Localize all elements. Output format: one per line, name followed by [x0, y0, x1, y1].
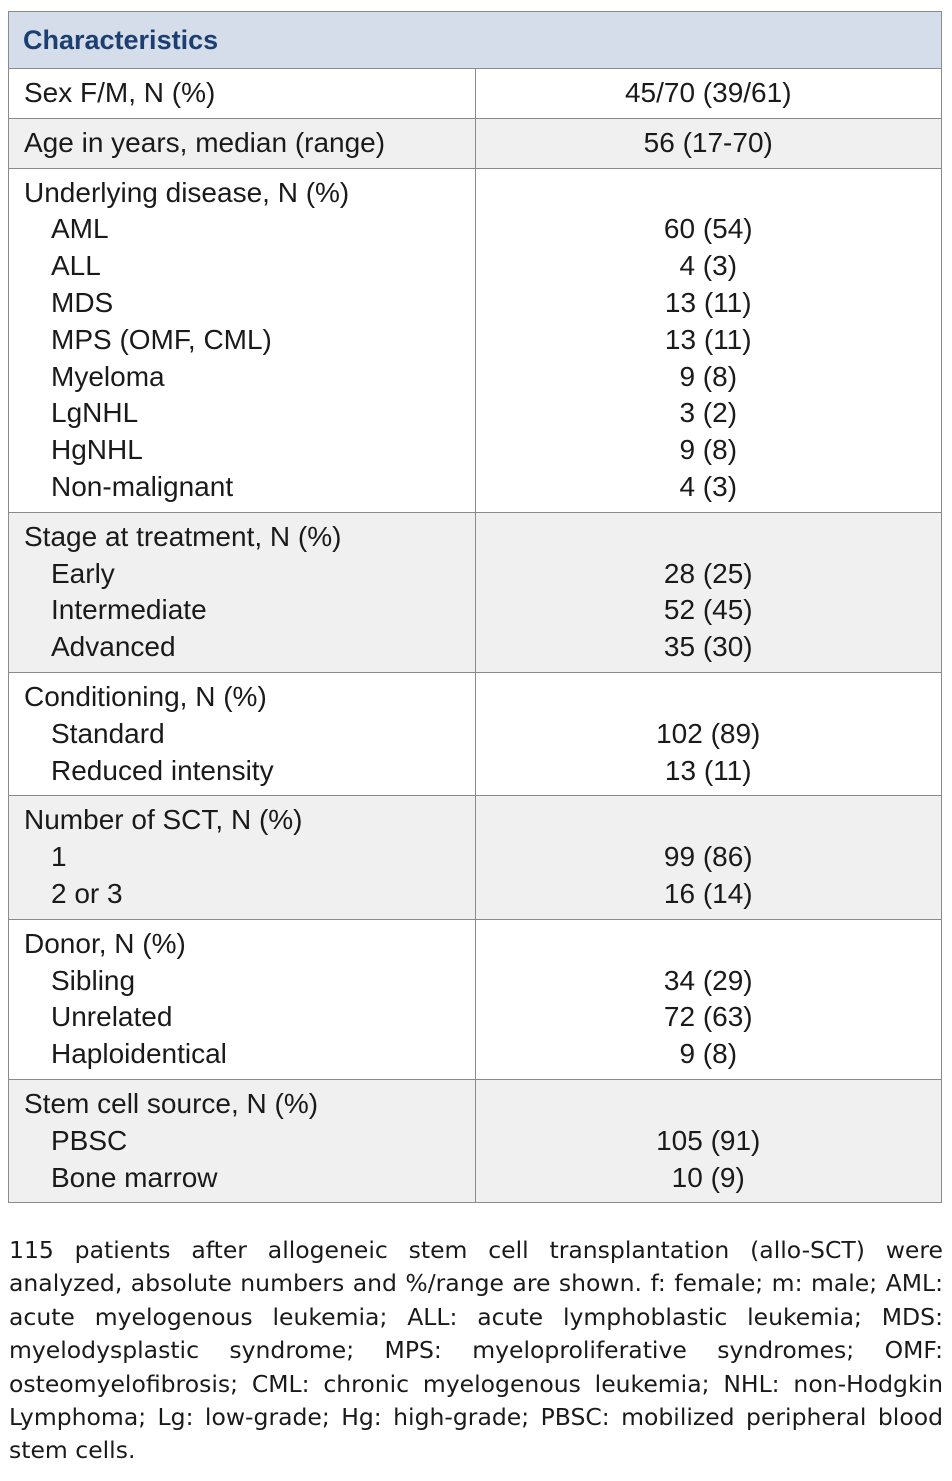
- item-label: Standard: [51, 717, 165, 749]
- table-body: [9, 69, 942, 1203]
- section-value-spacer: [476, 926, 942, 963]
- item-value: 4 (3): [679, 470, 738, 502]
- item-label: Reduced intensity: [51, 754, 274, 786]
- item-value: 99 (86): [663, 841, 753, 873]
- item-value: 72 (63): [663, 1001, 753, 1033]
- item-value: 28 (25): [663, 557, 753, 589]
- table-row: [9, 118, 942, 168]
- characteristics-table: [8, 11, 942, 1203]
- section-label: Conditioning, N (%): [24, 680, 267, 712]
- value-cell: [475, 672, 942, 795]
- item-value: 52 (45): [663, 594, 753, 626]
- section-value: 56 (17-70): [643, 126, 773, 158]
- table-row: [9, 919, 942, 1079]
- section-label: Stem cell source, N (%): [24, 1087, 319, 1119]
- table-header-row: [9, 12, 942, 69]
- item-value: 60 (54): [663, 213, 753, 245]
- item-label: ALL: [51, 250, 101, 282]
- item-value: 102 (89): [656, 717, 761, 749]
- item-label: Myeloma: [51, 360, 165, 392]
- section-label: Number of SCT, N (%): [24, 804, 303, 836]
- section-value-spacer: [476, 519, 942, 556]
- item-value: 13 (11): [664, 286, 752, 318]
- section-label: Age in years, median (range): [24, 126, 386, 158]
- item-value: 9 (8): [679, 360, 738, 392]
- item-value: 10 (9): [671, 1161, 745, 1193]
- item-label: Non-malignant: [51, 470, 234, 502]
- section-label: Sex F/M, N (%): [24, 77, 216, 108]
- value-cell: [475, 796, 942, 919]
- item-label: Early: [51, 557, 115, 589]
- characteristic-cell: [9, 1079, 476, 1202]
- characteristic-cell: [9, 796, 476, 919]
- table-row: [9, 168, 942, 512]
- item-label: AML: [51, 213, 109, 245]
- item-label: 1: [51, 841, 67, 873]
- item-value: 34 (29): [663, 964, 753, 996]
- characteristic-cell: [9, 512, 476, 672]
- item-label: Sibling: [51, 964, 136, 996]
- item-value: 9 (8): [679, 434, 738, 466]
- value-cell: [475, 168, 942, 512]
- value-cell: [475, 919, 942, 1079]
- value-cell: [475, 69, 942, 119]
- section-label: Underlying disease, N (%): [24, 176, 350, 208]
- value-cell: [475, 118, 942, 168]
- table-footnote: 115 patients after allogeneic stem cell transplantation (allo-SCT) were analyzed, absolute numbers and %/range are shown. f: female; m: male; AML: acute myelogenous leukemia; ALL: acute lymphoblastic leukemia; MDS: myelodysplastic syndrome; MPS: myeloproliferative syndromes; OMF: osteomyelofibrosis; CML: chronic myelogenous leukemia; NHL: non-Hodgkin Lymphoma; Lg: low-grade; Hg: high-grade; PBSC: mobilized peripheral blood stem cells.: [9, 1236, 943, 1465]
- section-label: Donor, N (%): [24, 927, 186, 959]
- item-label: PBSC: [51, 1124, 128, 1156]
- item-label: MPS (OMF, CML): [51, 323, 272, 355]
- section-value-spacer: [476, 175, 942, 212]
- item-value: 13 (11): [664, 323, 752, 355]
- item-value: 3 (2): [679, 397, 738, 429]
- item-value: 13 (11): [664, 754, 752, 786]
- item-label: Advanced: [51, 631, 176, 663]
- table-row: [9, 1079, 942, 1202]
- characteristic-cell: [9, 919, 476, 1079]
- item-value: 4 (3): [679, 250, 738, 282]
- characteristic-cell: [9, 69, 476, 119]
- item-label: Haploidentical: [51, 1038, 227, 1070]
- section-value-spacer: [476, 679, 942, 716]
- item-label: HgNHL: [51, 434, 143, 466]
- characteristic-cell: [9, 168, 476, 512]
- item-value: 35 (30): [663, 631, 753, 663]
- item-value: 105 (91): [656, 1124, 761, 1156]
- value-cell: [475, 512, 942, 672]
- table-header: Characteristics: [9, 12, 942, 69]
- item-label: 2 or 3: [51, 877, 123, 909]
- characteristic-cell: [9, 672, 476, 795]
- table-row: [9, 69, 942, 119]
- section-value: 45/70 (39/61): [624, 77, 792, 108]
- section-label: Stage at treatment, N (%): [24, 520, 342, 552]
- table-row: [9, 672, 942, 795]
- item-label: LgNHL: [51, 397, 139, 429]
- item-label: Bone marrow: [51, 1161, 218, 1193]
- item-label: Unrelated: [51, 1001, 173, 1033]
- value-cell: [475, 1079, 942, 1202]
- section-value-spacer: [476, 1086, 942, 1123]
- table-row: [9, 796, 942, 919]
- item-value: 9 (8): [679, 1038, 738, 1070]
- table-row: [9, 512, 942, 672]
- section-value-spacer: [476, 802, 942, 839]
- item-label: Intermediate: [51, 594, 207, 626]
- characteristic-cell: [9, 118, 476, 168]
- item-label: MDS: [51, 286, 114, 318]
- item-value: 16 (14): [663, 877, 753, 909]
